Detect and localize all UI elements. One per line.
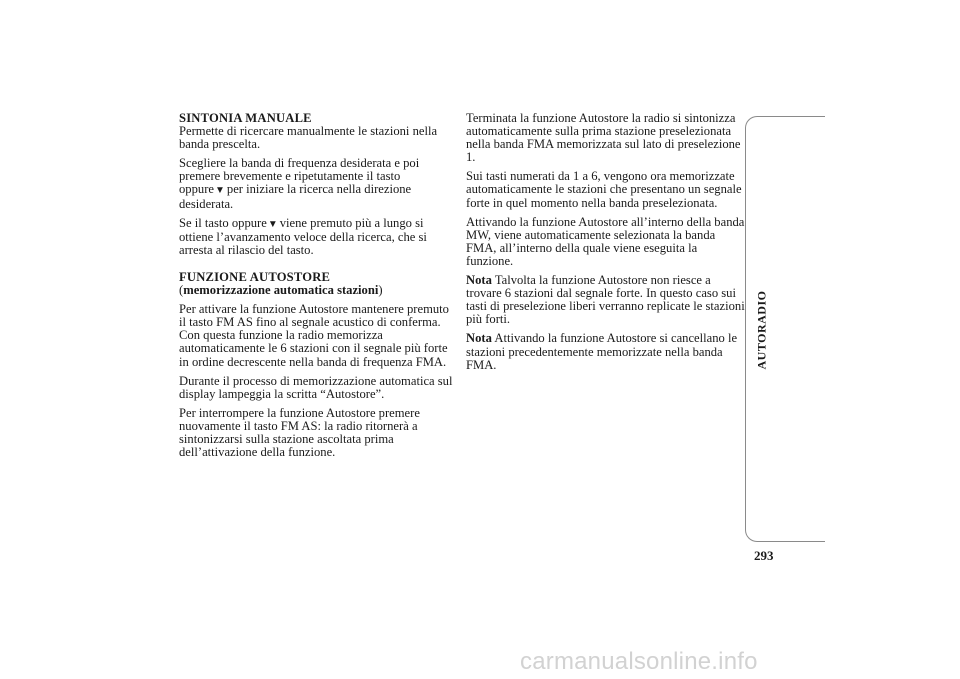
paragraph: Durante il processo di memorizzazione automatica sul display lampeggia la scritta “Autostore”. (179, 373, 453, 401)
heading-funzione-autostore: FUNZIONE AUTOSTORE (179, 269, 331, 284)
down-triangle-icon: ▼ (214, 185, 225, 197)
subheading: (memorizzazione automatica stazioni) (179, 283, 383, 298)
note: Nota Talvolta la funzione Autostore non riesce a trovare 6 stazioni dal segnale forte. In questo caso sui tasti di preselezione liberi verranno replicate le stazioni più forti. (466, 273, 745, 327)
section-tab-label: AUTORADIO (754, 290, 769, 370)
paragraph: Permette di ricercare manualmente le stazioni nella banda prescelta. (179, 124, 438, 152)
note-label: Nota (466, 331, 492, 346)
watermark: carmanualsonline.info (520, 648, 758, 675)
page-number: 293 (754, 548, 774, 563)
heading-sintonia-manuale: SINTONIA MANUALE (179, 111, 312, 125)
note: Nota Attivando la funzione Autostore si cancellano le stazioni precedentemente memorizzate nella banda FMA. (466, 331, 738, 372)
note-label: Nota (466, 273, 492, 288)
right-column (466, 112, 746, 378)
paragraph: Attivando la funzione Autostore all’interno della banda MW, viene automaticamente selezionata la banda FMA, all’interno della quale viene eseguita la funzione. (466, 214, 745, 268)
paragraph: Se il tasto oppure▼ viene premuto più a lungo si ottiene l’avanzamento veloce della ricerca, che si arresta al rilascio del tasto. (179, 215, 427, 257)
paragraph: Scegliere la banda di frequenza desiderata e poi premere brevemente e ripetutamente il tasto oppure▼ per iniziare la ricerca nella direzione desiderata. (179, 156, 420, 211)
down-triangle-icon: ▼ (267, 218, 278, 230)
paragraph: Sui tasti numerati da 1 a 6, vengono ora memorizzate automaticamente le stazioni che presentano un segnale forte in quel momento nella banda preselezionata. (466, 169, 742, 210)
paragraph: Per attivare la funzione Autostore mantenere premuto il tasto FM AS fino al segnale acustico di conferma. Con questa funzione la radio memorizza automaticamente le 6 stazioni con il segnale più forte in ordine decrescente nella banda di frequenza FMA. (179, 302, 449, 369)
left-column (179, 112, 459, 465)
paragraph: Per interrompere la funzione Autostore premere nuovamente il tasto FM AS: la radio ritornerà a sintonizzarsi sulla stazione ascoltata prima dell’attivazione della funzione. (179, 405, 420, 460)
paragraph: Terminata la funzione Autostore la radio si sintonizza automaticamente sulla prima stazione preselezionata nella banda FMA memorizzata sul lato di preselezione 1. (466, 111, 741, 165)
